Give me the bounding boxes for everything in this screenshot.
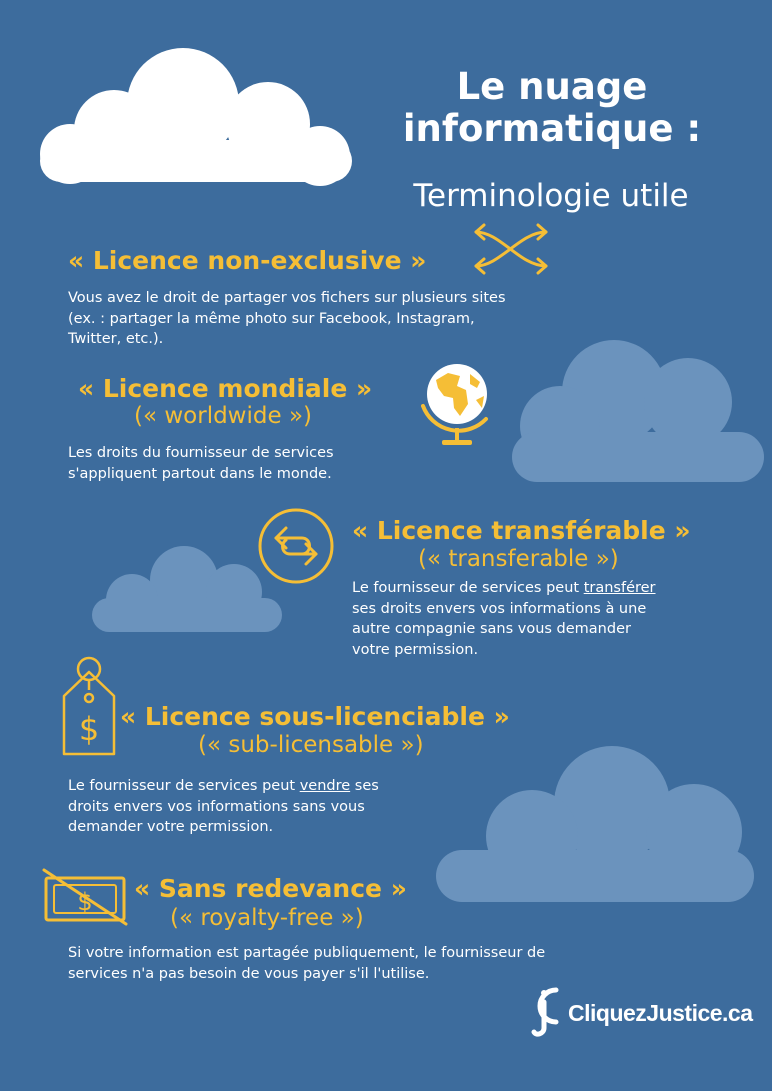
- page-subtitle: Terminologie utile: [413, 178, 689, 214]
- transfer-arrows-icon: [256, 506, 336, 586]
- logo-text: CliquezJustice.ca: [568, 1000, 753, 1026]
- term-english-worldwide: (« worldwide »): [134, 403, 312, 429]
- no-money-icon: [40, 866, 130, 928]
- term-description-non-exclusive: Vous avez le droit de partager vos fichers sur plusieurs sites (ex. : partager la même photo sur Facebook, Instagram, Twitter, etc.).: [68, 290, 506, 347]
- term-heading-sub-licensable: « Licence sous-licenciable »: [120, 702, 510, 731]
- cliquezjustice-logo-icon: [526, 982, 566, 1040]
- cliquezjustice-logo: [524, 982, 753, 1040]
- term-english-royalty-free: (« royalty-free »): [170, 905, 364, 931]
- term-heading-non-exclusive: « Licence non-exclusive »: [68, 246, 427, 275]
- price-tag-icon: [58, 654, 120, 760]
- crossing-arrows-icon: [470, 222, 552, 276]
- term-heading-worldwide: « Licence mondiale »: [78, 374, 373, 403]
- term-heading-transferable: « Licence transférable »: [352, 516, 691, 545]
- white-cloud-icon: [28, 36, 368, 186]
- term-heading-royalty-free: « Sans redevance »: [134, 874, 407, 903]
- term-description-sub-licensable: Le fournisseur de services peut vendre ses droits envers vos informations sans vous demander votre permission.: [68, 778, 379, 835]
- title-line-2: informatique :: [402, 107, 702, 150]
- term-english-sub-licensable: (« sub-licensable »): [198, 732, 424, 758]
- term-description-transferable: Le fournisseur de services peut transférer ses droits envers vos informations à une autre compagnie sans vous demander votre permission.: [352, 580, 656, 658]
- dollar-sign: $: [77, 888, 93, 916]
- term-english-transferable: (« transferable »): [418, 546, 619, 572]
- term-description-worldwide: Les droits du fournisseur de services s'appliquent partout dans le monde.: [68, 445, 334, 482]
- globe-icon: [414, 356, 500, 452]
- term-description-royalty-free: Si votre information est partagée publiquement, le fournisseur de services n'a pas besoin de vous payer s'il l'utilise.: [68, 945, 546, 982]
- dollar-sign: $: [78, 710, 100, 748]
- title-line-1: Le nuage: [456, 65, 648, 108]
- page-title: [382, 66, 722, 150]
